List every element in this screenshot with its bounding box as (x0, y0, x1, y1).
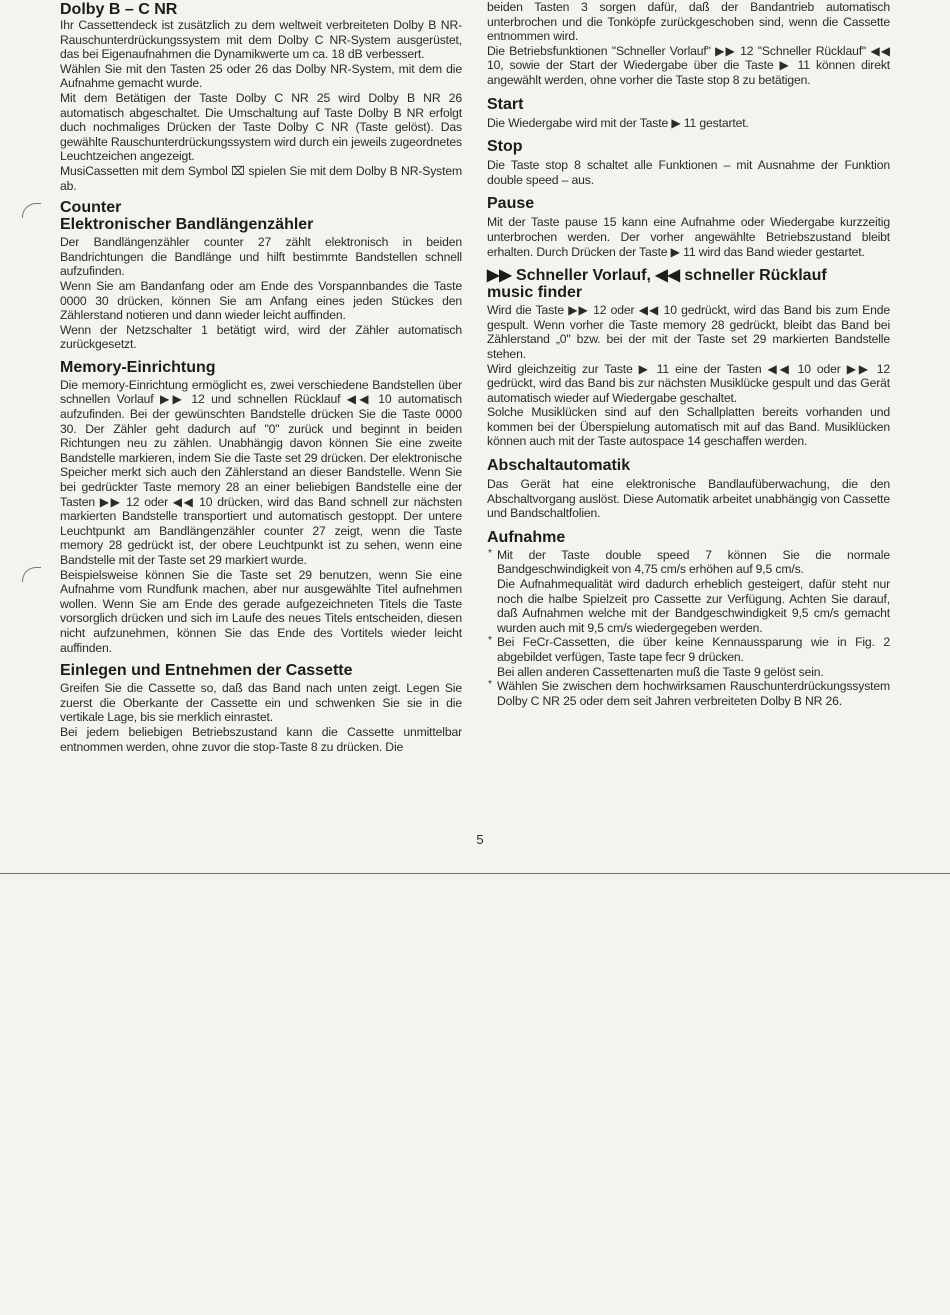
heading-counter-sub: Elektronischer Bandlängenzähler (60, 216, 314, 234)
paragraph: Die Taste stop 8 schaltet alle Funktionen – mit Ausnahme der Funktion double speed – aus. (487, 158, 890, 187)
left-column (60, 0, 462, 754)
paragraph: Wählen Sie zwischen dem hochwirksamen Rauschunterdrückungssystem Dolby C NR 25 oder dem seit Jahren verbreiteten Dolby B NR 26. (497, 679, 890, 708)
heading-abschaltautomatik: Abschaltautomatik (487, 457, 631, 475)
paragraph: Ihr Cassettendeck ist zusätzlich zu dem weltweit verbreiteten Dolby B NR-Rauschunterdrückungssystem mit dem Dolby C NR-System ausgerüstet, das bei Eigenaufnahmen die Dynamikwerte um ca. 18 dB verbessert. (60, 18, 462, 62)
paragraph: Der Bandlängenzähler counter 27 zählt elektronisch in beiden Bandrichtungen die Bandlänge und hilft bestimmte Bandstellen schnell aufzufinden. (60, 235, 462, 279)
right-column (487, 0, 890, 708)
paragraph: Die memory-Einrichtung ermöglicht es, zwei verschiedene Bandstellen über schnellen Vorlauf ▶▶ 12 und schnellen Rücklauf ◀◀ 10 automatisch aufzufinden. Bei der gewünschten Bandstelle drücken Sie die Taste 0000 30. Der Zähler geht dadurch auf "0" zurück und beginnt in beiden Richtungen neu zu zählen. Unabhängig davon können Sie eine zweite Bandstelle markieren, indem Sie die Taste set 29 drücken. Der elektronische Speicher merkt sich auch den Zählerstand an dieser Bandstelle. Wenn Sie bei gedrückter Taste memory 28 an einer beliebigen Bandstelle eine der Tasten ▶▶ 12 oder ◀◀ 10 drücken, wird das Band schnell zur nächsten markierten Bandstelle transportiert und automatisch gestoppt. Der untere Leuchtpunkt am Bandlängenzähler counter 27 zeigt, wenn die Taste memory 28 gedrückt ist, der obere Leuchtpunkt ist zu sehen, wenn eine Bandstelle mit der Taste set 29 markiert wurde. (60, 377, 462, 567)
bottom-rule (0, 873, 950, 874)
bullet-item (487, 635, 890, 679)
paragraph: Greifen Sie die Cassette so, daß das Band nach unten zeigt. Legen Sie zuerst die Oberkante der Cassette ein und schwenken Sie sie in die vertikale Lage, bis sie merklich einrastet. (60, 681, 462, 725)
paragraph: beiden Tasten 3 sorgen dafür, daß der Bandantrieb automatisch unterbrochen und die Tonköpfe zurückgeschoben sind, wenn die Cassette entnommen wird. (487, 0, 890, 44)
heading-pause: Pause (487, 195, 535, 213)
punch-mark (22, 203, 41, 218)
paragraph: Bei allen anderen Cassettenarten muß die Taste 9 gelöst sein. (497, 664, 824, 679)
heading-einlegen: Einlegen und Entnehmen der Cassette (60, 662, 353, 680)
bullet-star-icon: * (488, 547, 492, 559)
heading-counter: Counter (60, 199, 122, 217)
paragraph: Das Gerät hat eine elektronische Bandlaufüberwachung, die den Abschaltvorgang auslöst. Diese Automatik arbeitet unabhängig von Cassette und Bandschaltfolien. (487, 477, 890, 521)
paragraph: Wenn der Netzschalter 1 betätigt wird, wird der Zähler automatisch zurückgesetzt. (60, 322, 462, 352)
heading-aufnahme: Aufnahme (487, 528, 566, 546)
bullet-star-icon: * (488, 679, 492, 691)
heading-schneller-vorlauf: ▶▶ Schneller Vorlauf, ◀◀ schneller Rücklauf (487, 267, 827, 285)
heading-start: Start (487, 95, 524, 113)
paragraph: Die Wiedergabe wird mit der Taste ▶ 11 gestartet. (487, 115, 749, 130)
bullet-item (487, 548, 890, 636)
paragraph: Wird gleichzeitig zur Taste ▶ 11 eine der Tasten ◀◀ 10 oder ▶▶ 12 gedrückt, wird das Band bis zur nächsten Musiklücke gespult und das Gerät automatisch wieder auf Wiedergabe geschaltet. (487, 361, 890, 405)
bullet-item (487, 679, 890, 708)
heading-stop: Stop (487, 138, 523, 156)
paragraph: Die Betriebsfunktionen "Schneller Vorlauf" ▶▶ 12 "Schneller Rücklauf" ◀◀ 10, sowie der Start der Wiedergabe über die Taste ▶ 11 können direkt angewählt werden, ohne vorher die Taste stop 8 zu betätigen. (487, 43, 890, 87)
paragraph: Solche Musiklücken sind auf den Schallplatten bereits vorhanden und kommen bei der Überspielung automatisch mit auf das Band. Musiklücken können auch mit der Taste autospace 14 geschaffen werden. (487, 405, 890, 449)
paragraph: Beispielsweise können Sie die Taste set 29 benutzen, wenn Sie eine Aufnahme vom Rundfunk machen, aber nur ausgewählte Titel aufnehmen wollen. Wenn Sie am Ende des gerade aufgezeichneten Titels die Taste vorsorglich drücken und sich im Laufe des neues Titels entscheiden, diesen nicht aufzunehmen, können Sie das Ende des Vortitels wieder leicht auffinden. (60, 567, 462, 655)
paragraph: Bei FeCr-Cassetten, die über keine Kennaussparung wie in Fig. 2 abgebildet verfügen, Taste tape fecr 9 drücken. (497, 635, 890, 664)
paragraph: Mit dem Betätigen der Taste Dolby C NR 25 wird Dolby B NR 26 automatisch abgeschaltet. Die Umschaltung auf Taste Dolby B NR erfolgt duch nochmaliges Drücken der Taste Dolby C NR (Taste gelöst). Das gewählte Rauschunterdrückungssystem wird durch ein jeweils zugeordnetes Leuchtzeichen angezeigt. (60, 90, 462, 164)
heading-memory: Memory-Einrichtung (60, 358, 216, 376)
paragraph: Wird die Taste ▶▶ 12 oder ◀◀ 10 gedrückt, wird das Band bis zum Ende gespult. Wenn vorher die Taste memory 28 gedrückt, bleibt das Band bei Zählerstand „0" bzw. bei der mit der Taste set 29 markierten Bandstelle stehen. (487, 303, 890, 361)
paragraph: Wenn Sie am Bandanfang oder am Ende des Vorspannbandes die Taste 0000 30 drücken, können Sie am Anfang eines jeden Stückes den Zählerstand notieren und dann wieder leicht auffinden. (60, 278, 462, 323)
paragraph: Die Aufnahmequalität wird dadurch erheblich gesteigert, dafür steht nur noch die halbe Spielzeit pro Cassette zur Verfügung. Achten Sie darauf, daß Aufnahmen welche mit der Bandgeschwindigkeit 9,5 cm/s gemacht wurden auch mit 9,5 cm/s wiedergegeben werden. (497, 577, 890, 635)
page-number: 5 (476, 832, 484, 847)
paragraph: Mit der Taste double speed 7 können Sie die normale Bandgeschwindigkeit von 4,75 cm/s erhöhen auf 9,5 cm/s. (497, 547, 890, 577)
paragraph: Mit der Taste pause 15 kann eine Aufnahme oder Wiedergabe kurzzeitig unterbrochen werden. Der vorher angewählte Betriebszustand bleibt erhalten. Durch Drücken der Taste ▶ 11 wird das Band wieder gestartet. (487, 215, 890, 259)
punch-mark (22, 567, 41, 582)
paragraph: Bei jedem beliebigen Betriebszustand kann die Cassette unmittelbar entnommen werden, ohne zuvor die stop-Taste 8 zu drücken. Die (60, 724, 462, 754)
bullet-star-icon: * (488, 635, 492, 647)
paragraph: Wählen Sie mit den Tasten 25 oder 26 das Dolby NR-System, mit dem die Aufnahme gemacht wurde. (60, 61, 462, 91)
heading-music-finder: music finder (487, 284, 583, 302)
heading-dolby: Dolby B – C NR (60, 1, 178, 18)
paragraph: MusiCassetten mit dem Symbol ⌧ spielen Sie mit dem Dolby B NR-System ab. (60, 163, 462, 193)
